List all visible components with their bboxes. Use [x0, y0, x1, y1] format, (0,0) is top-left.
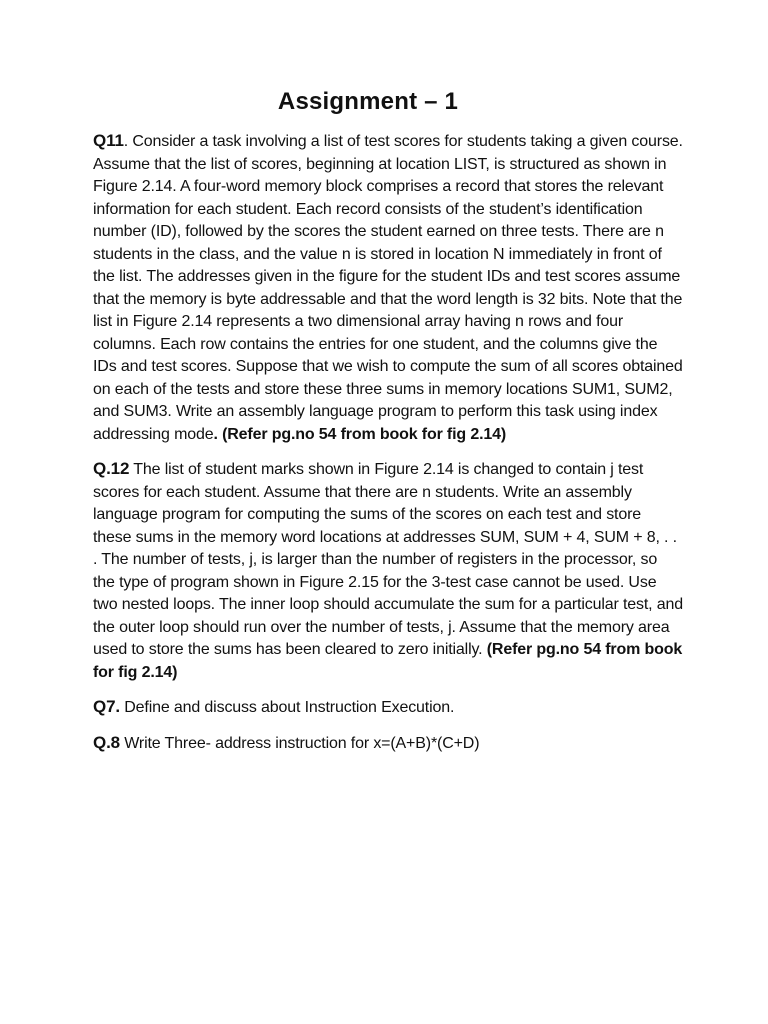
question-label: Q7. — [93, 697, 120, 716]
question-label: Q11 — [93, 131, 124, 150]
question-q12 — [93, 458, 683, 684]
question-reference: (Refer pg.no 54 from book for fig 2.14) — [93, 641, 683, 681]
question-body: Write Three- address instruction for x=(A+B)*(C+D) — [119, 734, 480, 752]
question-reference: . (Refer pg.no 54 from book for fig 2.14) — [213, 425, 507, 443]
document-page — [93, 88, 683, 767]
question-q8 — [93, 732, 683, 756]
question-q7 — [93, 696, 683, 720]
question-label: Q.12 — [93, 459, 130, 478]
question-label: Q.8 — [93, 732, 120, 752]
question-body: Define and discuss about Instruction Execution. — [119, 699, 455, 716]
page-title: Assignment – 1 — [277, 88, 459, 115]
question-body: . Consider a task involving a list of test scores for students taking a given course. Assume that the list of scores, beginning at location LIST, is structured as shown in Figure 2.14. A four-word memory block comprises a record that stores the relevant information for each student. Each record consists of the student’s identification number (ID), followed by the scores the student earned on three tests. There are n students in the class, and the value n is stored in location N immediately in front of the list. The addresses given in the figure for the student IDs and test scores assume that the memory is byte addressable and that the word length is 32 bits. Note that the list in Figure 2.14 represents a two dimensional array having n rows and four columns. Each row contains the entries for one student, and the columns give the IDs and test scores. Suppose that we wish to compute the sum of all scores obtained on each of the tests and store these three sums in memory locations SUM1, SUM2, and SUM3. Write an assembly language program to perform this task using index addressing mode — [93, 133, 683, 443]
question-body: The list of student marks shown in Figure 2.14 is changed to contain j test scores for each student. Assume that there are n students. Write an assembly language program for computing the sums of the scores on each test and store these sums in the memory word locations at addresses SUM, SUM + 4, SUM + 8, . . . The number of tests, j, is larger than the number of registers in the processor, so the type of program shown in Figure 2.15 for the 3-test case cannot be used. Use two nested loops. The inner loop should accumulate the sum for a particular test, and the outer loop should run over the number of tests, j. Assume that the memory area used to store the sums has been cleared to zero initially. — [93, 461, 683, 658]
question-q11 — [93, 130, 683, 446]
